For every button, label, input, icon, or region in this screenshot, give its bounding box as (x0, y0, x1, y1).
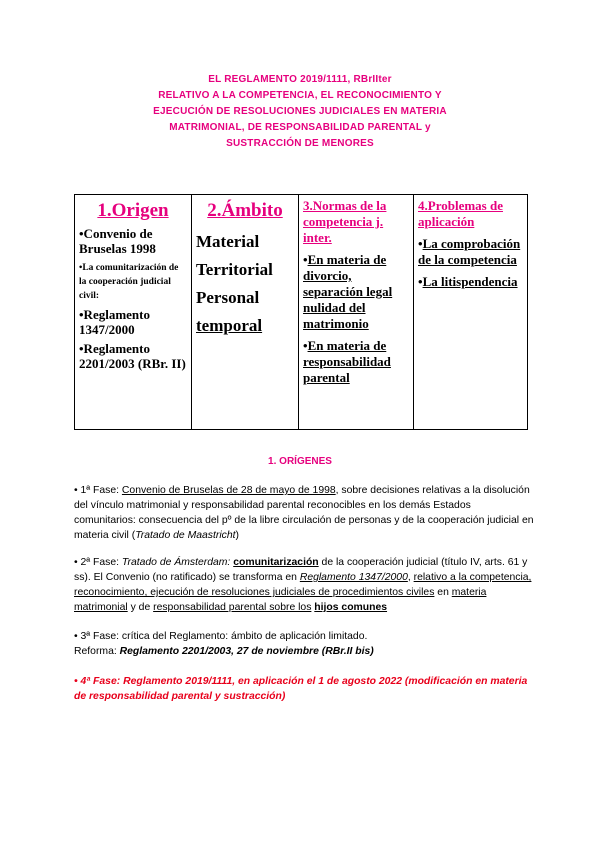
origin-item: •Reglamento 2201/2003 (RBr. II) (79, 341, 186, 371)
phase-2-text: de la cooperación judicial (título IV, arts. 61 y ss). El Convenio (no ratificado) se transforma en (74, 557, 528, 583)
phase-1-text: , sobre decisiones relativas a la disolución del vínculo matrimonial y responsabilidad parental reconocibles en los demás Estados comunitarios: consecuencia del pº de la libre circulación de personas y de la cooperación judicial en materia civil ( (74, 485, 534, 541)
scope-item: Territorial (196, 260, 273, 279)
competence-item (303, 252, 409, 332)
bullet: • (303, 338, 308, 353)
problems-heading: 4.Problemas de aplicación (418, 198, 503, 229)
phase-3-paragraph (74, 629, 534, 659)
phase-2-paragraph (74, 555, 534, 615)
problems-item (418, 274, 523, 290)
origin-cell (75, 195, 192, 430)
phase-2-scope: relativo a la competencia, reconocimiento, ejecución de resoluciones judiciales de procedimientos civiles (74, 572, 532, 598)
scope-item: temporal (196, 316, 263, 335)
document-title (60, 72, 540, 152)
competence-item (303, 338, 409, 386)
bullet: • (418, 236, 423, 251)
origin-heading: 1.Origen (97, 200, 169, 221)
phase-1-paragraph (74, 483, 534, 543)
origin-item: •Convenio de Bruselas 1998 (79, 226, 156, 256)
connector: y de (127, 602, 154, 613)
phase-1-close: ) (235, 530, 239, 541)
phase-2-communitarization: comunitarización (233, 557, 319, 568)
competence-heading: 3.Normas de la competencia j. inter. (303, 198, 387, 245)
competence-cell (299, 195, 414, 430)
title-line: EL REGLAMENTO 2019/1111, RBrIIter (208, 74, 392, 85)
problems-item-text: La litispendencia (422, 274, 518, 289)
scope-item: Personal (196, 288, 260, 307)
competence-item-text: En materia de divorcio, separación legal nulidad del matrimonio (303, 252, 393, 331)
phase-1-label: • 1ª Fase: (74, 485, 122, 496)
phase-3-regulation: Reglamento 2201/2003, 27 de noviembre (RBr.II bis) (119, 646, 374, 657)
phase-2-children: hijos comunes (314, 602, 388, 613)
phase-2-regulation: Reglamento 1347/2000 (299, 572, 408, 583)
phase-2-treaty: Tratado de Ámsterdam: (121, 557, 231, 568)
comma: , (407, 572, 414, 583)
title-line: MATRIMONIAL, DE RESPONSABILIDAD PARENTAL y (169, 122, 431, 133)
bullet: • (418, 274, 423, 289)
phase-3-reform (74, 644, 534, 659)
title-line: RELATIVO A LA COMPETENCIA, EL RECONOCIMIENTO Y (158, 90, 442, 101)
section-heading: 1. ORÍGENES (268, 456, 332, 467)
origin-item: •La comunitarización de la cooperación judicial civil: (79, 263, 179, 301)
scope-cell (192, 195, 299, 430)
competence-item-text: En materia de responsabilidad parental (303, 338, 391, 385)
connector: en (434, 587, 452, 598)
phase-1-convention: Convenio de Bruselas de 28 de mayo de 1998 (121, 485, 336, 496)
phase-3-reform-label: Reforma: (74, 646, 120, 657)
problems-item-text: La comprobación de la competencia (418, 236, 521, 267)
phase-3-line: • 3ª Fase: crítica del Reglamento: ámbito de aplicación limitado. (74, 631, 368, 642)
title-line: SUSTRACCIÓN DE MENORES (226, 138, 374, 149)
phase-2-parental: responsabilidad parental sobre los (153, 602, 312, 613)
phase-2-matrimonial: materia matrimonial (74, 587, 487, 613)
title-line: EJECUCIÓN DE RESOLUCIONES JUDICIALES EN MATERIA (153, 106, 447, 117)
origin-item: •Reglamento 1347/2000 (79, 307, 150, 337)
summary-table (74, 194, 528, 430)
problems-cell (414, 195, 528, 430)
phase-2-label: • 2ª Fase: (74, 557, 122, 568)
problems-item (418, 236, 523, 268)
scope-item: Material (196, 232, 260, 251)
phase-1-treaty: Tratado de Maastricht (135, 530, 236, 541)
bullet: • (303, 252, 308, 267)
scope-heading: 2.Ámbito (207, 200, 283, 221)
phase-4-paragraph: • 4ª Fase: Reglamento 2019/1111, en aplicación el 1 de agosto 2022 (modificación en materia de responsabilidad parental y sustracción) (74, 676, 528, 702)
